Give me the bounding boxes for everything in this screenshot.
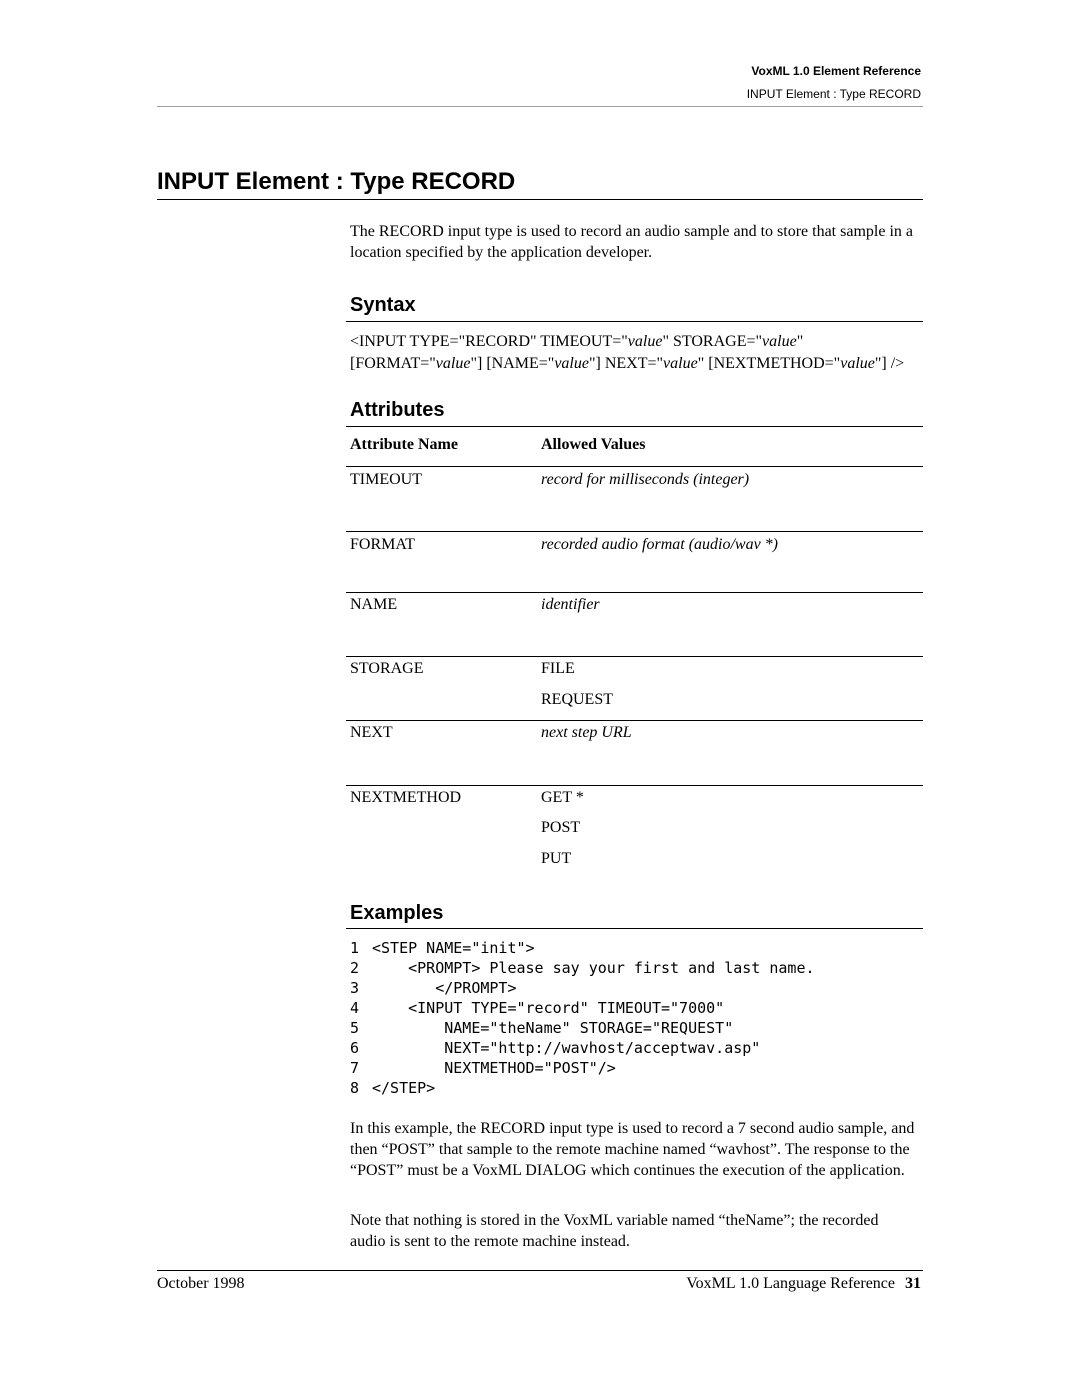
syntax-value: value	[554, 355, 589, 372]
code-line-number: 5	[350, 1019, 360, 1037]
attr-value: GET *	[541, 789, 584, 806]
code-line	[350, 939, 535, 957]
footer-doc-info	[686, 1275, 921, 1293]
code-line	[350, 1019, 733, 1037]
intro-paragraph: The RECORD input type is used to record an audio sample and to store that sample in a location specified by the application developer.	[350, 223, 913, 261]
examples-heading: Examples	[350, 902, 444, 924]
title-divider	[157, 199, 923, 200]
attr-value: record for milliseconds (integer)	[541, 471, 750, 488]
table-row-divider	[346, 592, 923, 593]
example-note-paragraph: Note that nothing is stored in the VoxML variable named “theName”; the recorded audio is sent to the remote machine instead.	[350, 1212, 879, 1250]
syntax-value: value	[435, 355, 471, 372]
syntax-divider	[346, 321, 923, 322]
column-header-attribute-name: Attribute Name	[350, 436, 458, 453]
attr-value: FILE	[541, 660, 575, 677]
syntax-part: "] [NAME="	[470, 355, 555, 372]
footer-divider	[157, 1270, 923, 1271]
table-row-divider	[346, 720, 923, 721]
attr-value: identifier	[541, 596, 600, 613]
code-line-text: </PROMPT>	[372, 979, 517, 997]
attr-value: REQUEST	[541, 691, 613, 708]
code-line	[350, 999, 724, 1017]
code-line-number: 2	[350, 959, 360, 977]
syntax-block	[350, 331, 922, 375]
syntax-value: value	[840, 355, 875, 372]
attributes-divider	[346, 426, 923, 427]
table-row-divider	[346, 656, 923, 657]
code-line-text: NAME="theName" STORAGE="REQUEST"	[372, 1019, 734, 1037]
syntax-part: " [FORMAT="	[350, 333, 804, 372]
attr-name-timeout: TIMEOUT	[350, 471, 422, 488]
example-explanation-paragraph: In this example, the RECORD input type is used to record a 7 second audio sample, and then “POST” that sample to the remote machine named “wavhost”. The response to the “POST” must be a VoxML DIALOG which continues the execution of the application.	[350, 1120, 915, 1179]
syntax-part: "] />	[874, 355, 905, 372]
code-line-number: 6	[350, 1039, 360, 1057]
table-row-divider	[346, 785, 923, 786]
code-line-text: NEXT="http://wavhost/acceptwav.asp"	[372, 1039, 761, 1057]
syntax-part: " STORAGE="	[662, 333, 763, 350]
syntax-part: " [NEXTMETHOD="	[697, 355, 841, 372]
code-line-text: </STEP>	[372, 1079, 436, 1097]
attr-value: POST	[541, 819, 581, 836]
code-line-number: 4	[350, 999, 360, 1017]
table-row-divider	[346, 531, 923, 532]
attr-name-storage: STORAGE	[350, 660, 424, 677]
syntax-heading: Syntax	[350, 294, 416, 316]
running-header-subtitle: INPUT Element : Type RECORD	[746, 87, 921, 101]
syntax-value: value	[663, 355, 698, 372]
syntax-part: <INPUT TYPE="RECORD" TIMEOUT="	[350, 333, 628, 350]
table-row-divider	[346, 466, 923, 467]
syntax-part: "] NEXT="	[588, 355, 664, 372]
code-line-number: 1	[350, 939, 360, 957]
syntax-value: value	[762, 333, 797, 350]
attr-value: recorded audio format (audio/wav *)	[541, 536, 779, 553]
attr-value: next step URL	[541, 724, 632, 741]
code-line	[350, 1079, 435, 1097]
code-line	[350, 979, 517, 997]
running-header-title: VoxML 1.0 Element Reference	[751, 64, 921, 78]
header-divider	[157, 106, 923, 107]
attributes-heading: Attributes	[350, 399, 445, 421]
code-line-number: 3	[350, 979, 360, 997]
code-line-text: <PROMPT> Please say your first and last name.	[372, 959, 815, 977]
column-header-allowed-values: Allowed Values	[541, 436, 646, 453]
code-line-number: 8	[350, 1079, 360, 1097]
page-title: INPUT Element : Type RECORD	[157, 168, 516, 195]
attr-value: PUT	[541, 850, 572, 867]
attr-name-format: FORMAT	[350, 536, 415, 553]
code-line-text: <STEP NAME="init">	[372, 939, 535, 957]
code-line-text: NEXTMETHOD="POST"/>	[372, 1059, 616, 1077]
code-line-number: 7	[350, 1059, 360, 1077]
code-line	[350, 1059, 616, 1077]
attr-name-name: NAME	[350, 596, 398, 613]
footer-doc-title: VoxML 1.0 Language Reference	[686, 1275, 895, 1292]
syntax-value: value	[627, 333, 663, 350]
page-number: 31	[905, 1275, 921, 1292]
code-line-text: <INPUT TYPE="record" TIMEOUT="7000"	[372, 999, 725, 1017]
code-line	[350, 1039, 760, 1057]
code-line	[350, 959, 815, 977]
footer-date: October 1998	[157, 1275, 245, 1292]
attr-name-nextmethod: NEXTMETHOD	[350, 789, 462, 806]
examples-divider	[346, 928, 923, 929]
attr-name-next: NEXT	[350, 724, 393, 741]
